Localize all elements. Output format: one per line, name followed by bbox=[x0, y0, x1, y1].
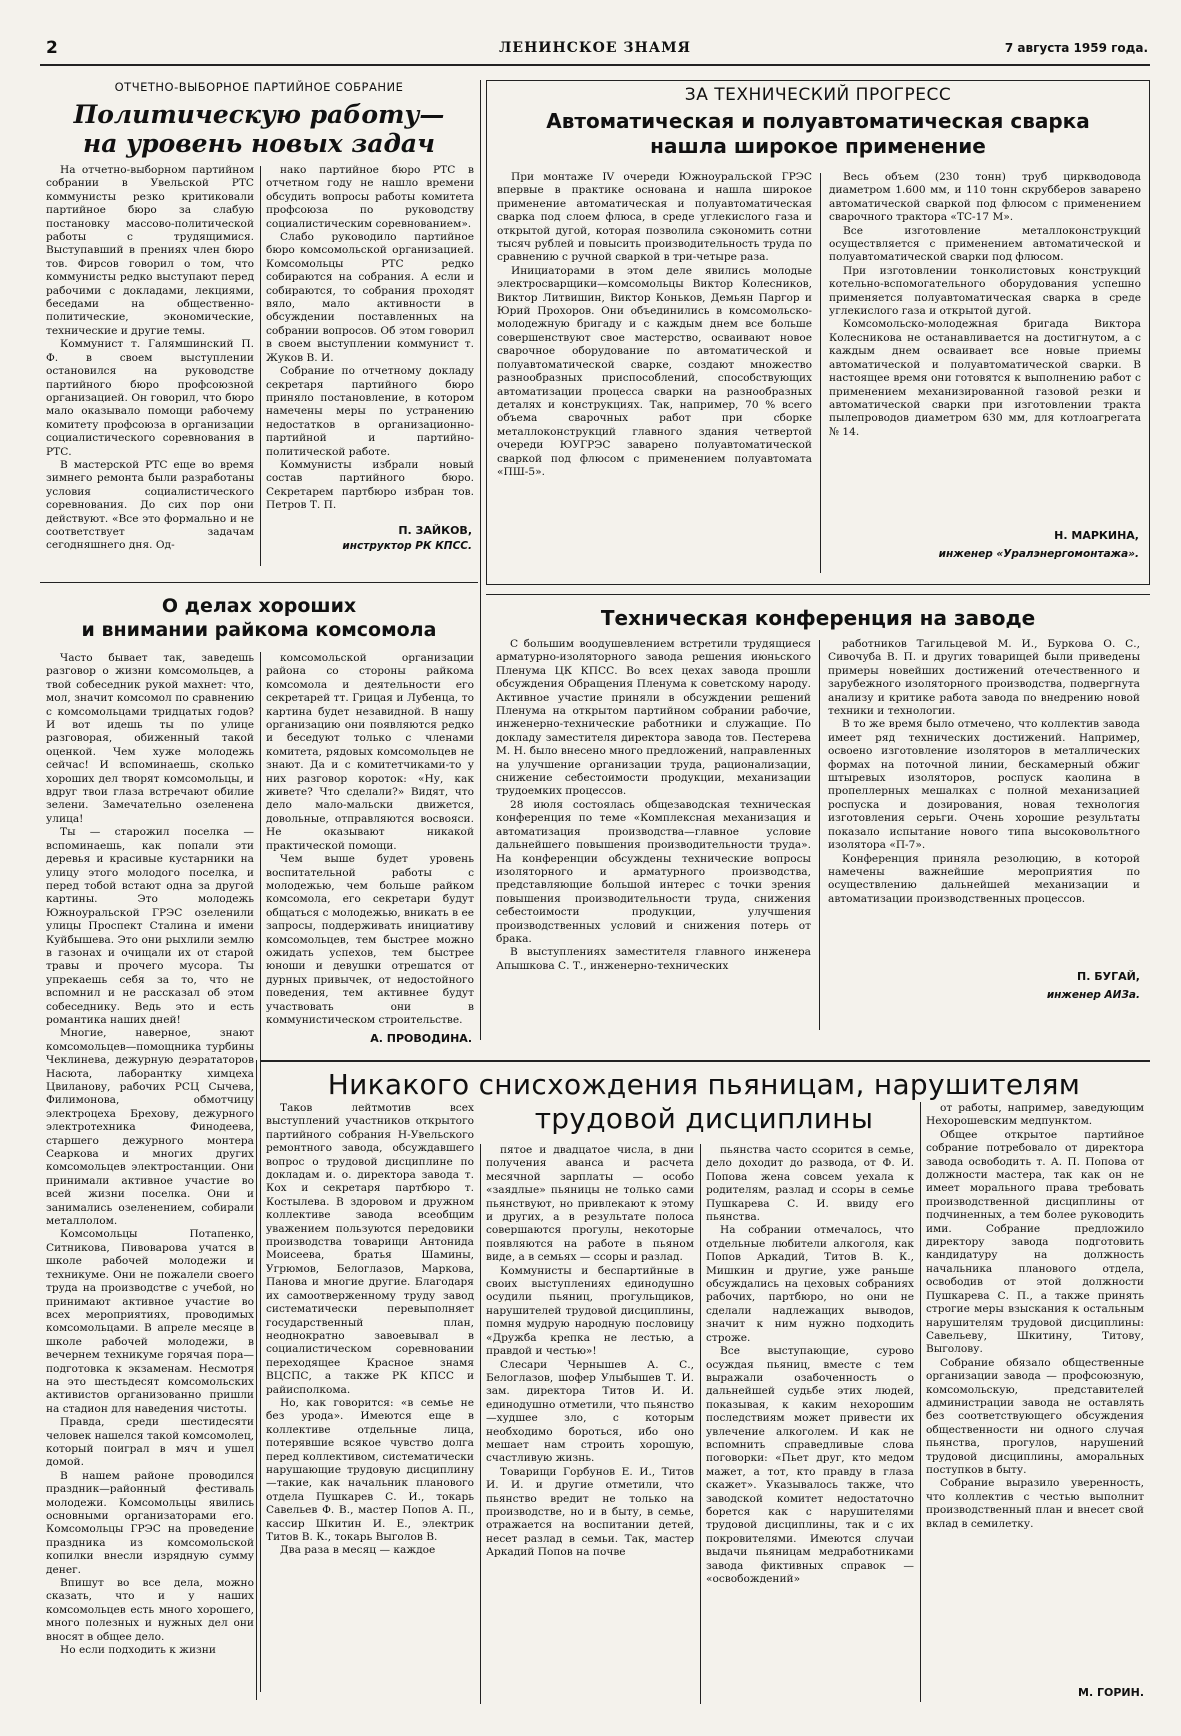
column-rule bbox=[820, 173, 821, 573]
author-role: инженер «Уралэнергомонтажа». bbox=[938, 548, 1139, 560]
paragraph: Инициаторами в этом деле явились молодые электросварщики—комсомольцы Виктор Колесников, Виктор Литвишин, Виктор Коньков, Демьян Паргор и Юрий Прохоров. Они объединились в комсомольско-молодежную бригаду и с каждым днем все больше совершенствуют свое мастерство, осваивают новое сварочное оборудование по автоматической и полуавтоматической сварке, создают множество разнообразных приспособлений, способствующих автоматизации процесса сварки на разнообразных деталях и конструкциях. Так, например, 70 % всего объема сварочных работ при сборке металлоконструкций главного здания четвертой очереди ЮУГРЭС заварено полуавтоматической сваркой под флюсом с применением полуавтомата «ПШ-5». bbox=[497, 264, 812, 478]
article-headline bbox=[40, 594, 478, 642]
column-rule bbox=[260, 166, 261, 566]
paragraph: Ты — старожил поселка — вспоминаешь, как попали эти деревья и красивые кустарники на улицу этого молодого поселка, и перед тобой встают одна за другой картины. Это молодежь Южноуральской ГРЭС озеленили улицы Проспект Сталина и имени Куйбышева. Это они рыхлили землю в газонах и очищали их от старой травы и прочего мусора. Ты упрекаешь себя за то, что не вспомнил и не рассказал об этом собеседнику. Ведь это и есть романтика наших дней! bbox=[46, 826, 254, 1026]
author-role: инженер АИЗа. bbox=[1046, 989, 1140, 1001]
article-column bbox=[266, 1102, 474, 1707]
paragraph: Но, как говорится: «в семье не без урода». Имеются еще в коллективе отдельные лица, потерявшие всякое чувство долга перед коллективом, систематически нарушающие трудовую дисциплину —такие, как начальник планового отдела Пушкарев С. И., токарь Савельев Ф. В., мастер Попов А. П., кассир Шкитин И. Е., электрик Титов В. К., токарь Выголов В. bbox=[266, 1396, 474, 1543]
author-signature bbox=[252, 1032, 472, 1045]
masthead-rule bbox=[40, 64, 1150, 66]
article-column bbox=[829, 171, 1141, 521]
column-rule bbox=[819, 640, 820, 1030]
paragraph: Собрание по отчетному докладу секретаря партийного бюро приняло постановление, в котором намечены меры по устранению недостатков в организационно-партийной и партийно-политической работе. bbox=[266, 365, 474, 458]
paragraph: Коммунисты избрали новый состав партийного бюро. Секретарем партбюро избран тов. Петров Т. П. bbox=[266, 458, 474, 512]
author-name: А. ПРОВОДИНА. bbox=[370, 1032, 472, 1045]
paragraph: При монтаже IV очереди Южноуральской ГРЭС впервые в практике основана и нашла широкое применение автоматическая и полуавтоматическая сварка под слоем флюса, в среде углекислого газа и открытой дугой, которая позволила сэкономить сотни тысяч рублей и повысить производительность труда по сравнению с ручной сваркой в три-четыре раза. bbox=[497, 171, 812, 264]
paragraph: 28 июля состоялась общезаводская техническая конференция по теме «Комплексная механизация и автоматизация производства—главное условие дальнейшего повышения производительности труда». На конференции обсуждены технические вопросы изоляторного и арматурного производства, представляющие большой интерес с точки зрения повышения производительности труда, снижения себестоимости продукции, улучшения производственных условий и снижения потерь от брака. bbox=[496, 798, 811, 945]
article-headline bbox=[487, 109, 1149, 159]
article-welding bbox=[486, 80, 1150, 585]
paragraph: Часто бывает так, заведешь разговор о жизни комсомольцев, а твой собеседник рукой махнет: что, мол, значит комсомол по сравнению с комсомольцами тридцатых годов? И вот идешь ты по улице разговорая, обиженный такой оценкой. Чем хуже молодежь сейчас! И вспоминаешь, сколько хороших дел творят комсомольцы, и вдруг твои глаза встречают обилие зелени. Замечательно озеленена улица! bbox=[46, 652, 254, 825]
section-rule bbox=[486, 594, 1150, 595]
paragraph: Собрание выразило уверенность, что коллектив с честью выполнит производственный план и внесет свой вклад в семилетку. bbox=[926, 1477, 1144, 1530]
article-column bbox=[706, 1144, 914, 1709]
masthead bbox=[40, 36, 1150, 62]
article-column bbox=[486, 1144, 694, 1709]
paragraph: Все изготовление металлоконструкций осуществляется с применением автоматической и полуавтоматической сварки под флюсом. bbox=[829, 224, 1141, 264]
headline-line: Никакого снисхождения пьяницам, нарушителям bbox=[327, 1068, 1081, 1101]
paragraph: С большим воодушевлением встретили трудящиеся арматурно-изоляторного завода решения июньского Пленума ЦК КПСС. Во всех цехах завода прошли обсуждения Обращения Пленума к советскому народу. Активное участие приняли в обсуждении решений Пленума на открытом партийном собрании рабочие, инженерно-технические работники и служащие. По докладу заместителя директора завода тов. Пестерева М. Н. было внесено много предложений, направленных на улучшение организации труда, рационализации, снижение себестоимости продукции, механизации трудоемких процессов. bbox=[496, 638, 811, 798]
paragraph: Комсомольцы Потапенко, Ситникова, Пивоварова учатся в школе рабочей молодежи и техникуме. Они не пожалели своего труда на производстве с учебой, но принимают активное участие во всех мероприятиях, проводимых комсомольцами. В апреле месяце в школе рабочей молодежи, в вечернем техникуме горячая пора—подготовка к экзаменам. Несмотря на это шестьдесят комсомольских активистов организованно пришли на стадион для наведения чистоты. bbox=[46, 1228, 254, 1415]
article-column bbox=[497, 171, 812, 576]
paragraph: Два раза в месяц — каждое bbox=[280, 1544, 436, 1557]
paragraph: Чем выше будет уровень воспитательной работы с молодежью, чем больше райком комсомола, его секретари будут общаться с молодежью, вникать в ее запросы, поддерживать инициативу комсомольцев, тем быстрее можно ожидать успехов, тем быстрее юноши и девушки отрешатся от дурных привычек, от недостойного поведения, тем активнее будут участвовать они в коммунистическом строительстве. bbox=[266, 853, 474, 1026]
article-column bbox=[496, 638, 811, 1032]
paragraph: Правда, среди шестидесяти человек нашелся такой комсомолец, который поиграл в мяч и ушел домой. bbox=[46, 1416, 254, 1469]
paragraph: В выступлениях заместителя главного инженера Апышкова С. Т., инженерно-технических bbox=[496, 946, 811, 972]
article-rubric: ОТЧЕТНО-ВЫБОРНОЕ ПАРТИЙНОЕ СОБРАНИЕ bbox=[114, 80, 404, 94]
page-column-rule bbox=[256, 1060, 257, 1700]
paragraph: работников Тагильцевой М. И., Буркова О. С., Сивочуба В. П. и других товарищей были приведены примеры новейших достижений отечественного и зарубежного изоляторного производства, подвергнута анализу и критике работа завода по внедрению новой техники и технологии. bbox=[828, 638, 1140, 718]
paragraph: Коммунисты и беспартийные в своих выступлениях единодушно осудили пьяниц, прогульщиков, нарушителей трудовой дисциплины, помня мудрую народную пословицу «Дружба крепка не лестью, а правдой и честью»! bbox=[486, 1264, 694, 1358]
paragraph: Общее открытое партийное собрание потребовало от директора завода освободить т. А. П. Попова от должности мастера, так как он не имеет морального права требовать производственной дисциплины от подчиненных, а тем более руководить ими. Собрание предложило директору завода подготовить кандидатуру на должность начальника планового отдела, освободив от этой должности Пушкарева С. П., а также принять строгие меры взыскания к остальным нарушителям трудовой дисциплины: Савельеву, Шкитину, Титову, Выголову. bbox=[926, 1128, 1144, 1356]
article-column bbox=[46, 652, 254, 1692]
article-political-work bbox=[40, 76, 478, 576]
paragraph: Таков лейтмотив всех выступлений участников открытого партийного собрания Н-Увельского ремонтного завода, обсуждавшего вопрос о трудовой дисциплине по докладам и. о. директора завода т. Кох и секретаря партбюро т. Костылева. В здоровом и дружном коллективе завода всеобщим уважением пользуются передовики производства товарищи Антонида Моисеева, братья Шамины, Угрюмов, Белоглазов, Маркова, Панова и многие другие. Благодаря их самоотверженному труду завод систематически перевыполняет государственный план, неоднократно завоевывал в социалистическом соревновании переходящее Красное знамя ВЦСПС, а также РК КПСС и райисполкома. bbox=[266, 1102, 474, 1396]
issue-date: 7 августа 1959 года. bbox=[1004, 41, 1148, 55]
paragraph: Многие, наверное, знают комсомольцев—помощника турбины Чеклинева, дежурную деэрататоров Насюта, лаборантку химцеха Цвиланову, рабочих РСЦ Сычева, Филимонова, обмотчицу электроцеха Брехову, дежурного электротехника Финодеева, старшего дежурного монтера Сеаркова и многих других комсомольцев электростанции. Они принимали активное участие во всей жизни поселка. Они и занимались озеленением, собирали металлолом. bbox=[46, 1027, 254, 1228]
paragraph: Слабо руководило партийное бюро комсомольской организацией. Комсомольцы РТС редко собираются на собрания. А если и собираются, то собрания проходят вяло, мало активности в обсуждении поставленных на собрании вопросов. Об этом говорил в своем выступлении коммунист т. Жуков В. И. bbox=[266, 231, 474, 364]
author-name: П. БУГАЙ, bbox=[1077, 970, 1140, 983]
author-name: Н. МАРКИНА, bbox=[1054, 529, 1139, 542]
paragraph: В мастерской РТС еще во время зимнего ремонта были разработаны условия социалистического соревнования. До сих пор они действуют. «Все это формально и не соответствует задачам сегодняшнего дня. Од- bbox=[46, 458, 254, 552]
headline-line: нашла широкое применение bbox=[650, 134, 986, 158]
headline-line: и внимании райкома комсомола bbox=[81, 619, 437, 641]
article-tech-conference bbox=[486, 598, 1150, 1034]
paragraph: Товарищи Горбунов Е. И., Титов И. И. и другие отметили, что пьянство вредит не только на производстве, но и в быту, в семье, отражается на воспитании детей, несет разлад в семьи. Так, мастер Аркадий Попов на почве bbox=[486, 1465, 694, 1559]
article-column bbox=[828, 638, 1140, 963]
paragraph: нако партийное бюро РТС в отчетном году не нашло времени обсудить вопросы работы комитета профсоюза по руководству социалистическим соревнованием». bbox=[266, 164, 474, 230]
paragraph: пьянства часто ссорится в семье, дело доходит до развода, от Ф. И. Попова жена совсем уехала к родителям, разлад и ссоры в семье Пушкарева С. И. ввиду его пьянства. bbox=[706, 1144, 914, 1224]
article-column bbox=[266, 652, 474, 1032]
article-column bbox=[926, 1102, 1144, 1682]
page-column-rule bbox=[480, 80, 481, 1040]
paragraph: от работы, например, заведующим Нехорошевским медпунктом. bbox=[926, 1102, 1144, 1128]
column-rule bbox=[480, 1144, 481, 1704]
article-column bbox=[46, 164, 254, 564]
headline-line: Политическую работу— bbox=[73, 100, 445, 129]
paragraph: Слесари Чернышев А. С., Белоглазов, шофер Улыбышев Т. И. зам. директора Титов И. И. единодушно отметили, что пьянство—худшее зло, с которым необходимо бороться, ибо оно мешает нам строить хорошую, счастливую жизнь. bbox=[486, 1358, 694, 1465]
paragraph: В нашем районе проводился праздник—районный фестиваль молодежи. Комсомольцы явились основными организаторами его. Комсомольцы ГРЭС на проведение праздника из комсомольской копилки внесли изрядную сумму денег. bbox=[46, 1469, 254, 1576]
page-number: 2 bbox=[46, 38, 58, 58]
article-rubric: ЗА ТЕХНИЧЕСКИЙ ПРОГРЕСС bbox=[684, 85, 952, 105]
author-name: М. ГОРИН. bbox=[1078, 1686, 1144, 1699]
section-rule bbox=[40, 582, 478, 583]
author-name: П. ЗАЙКОВ, bbox=[398, 524, 472, 537]
paragraph: При изготовлении тонколистовых конструкций котельно-вспомогательного оборудования успешно применяется полуавтоматическая сварка в среде углекислого газа и открытой дугой. bbox=[829, 264, 1141, 318]
paragraph: Коммунист т. Галямшинский П. Ф. в своем выступлении остановился на руководстве партийного бюро профсоюзной организацией. Он говорил, что бюро мало оказывало помощи рабочему комитету профсоюза в организации социалистического соревнования в РТС. bbox=[46, 338, 254, 458]
paragraph: В то же время было отмечено, что коллектив завода имеет ряд технических достижений. Например, освоено изготовление изоляторов в металлических формах на поточной линии, бескамерный обжиг штыревых изоляторов, роспуск каолина в пропеллерных мешалках с полной механизацией роспуска и дозирования, новая технология изготовления серьги. Очень хорошие результаты показало испытание нового типа высоковольтного изолятора «П-7». bbox=[828, 718, 1140, 852]
author-signature bbox=[840, 970, 1140, 1001]
article-headline: Техническая конференция на заводе bbox=[600, 606, 1036, 630]
headline-line: Автоматическая и полуавтоматическая сварка bbox=[546, 109, 1090, 133]
paragraph: комсомольской организации района со стороны райкома комсомола и деятельности его секретарей тт. Грицая и Лубенца, то картина будет незавидной. В нашу организацию они появляются редко и беседуют только с членами комитета, рядовых комсомольцев не знают. Да и с комитетчиками-то у них разговор короток: «Ну, как живете? Что сделали?» Видят, что дело мало-мальски движется, довольные, отправляются восвояси. Не оказывают никакой практической помощи. bbox=[266, 652, 474, 852]
paragraph: пятое и двадцатое числа, в дни получения аванса и расчета месячной зарплаты — особо «заядлые» пьяницы не только сами пьянствуют, но привлекают к этому и других, а в результате полоса совершаются прогулы, некоторые появляются на работе в пьяном виде, а в семьях — ссоры и разлад. bbox=[486, 1144, 694, 1264]
headline-line: на уровень новых задач bbox=[83, 129, 435, 158]
paragraph: Но если подходить к жизни bbox=[60, 1644, 216, 1657]
author-role: инструктор РК КПСС. bbox=[342, 540, 472, 552]
column-rule bbox=[920, 1102, 921, 1702]
paragraph: На собрании отмечалось, что отдельные любители алкоголя, как Попов Аркадий, Титов В. К., Мишкин и другие, уже раньше обсуждались на цеховых собраниях рабочих, партбюро, но они не сделали надлежащих выводов, значит к ним нужно подходить строже. bbox=[706, 1224, 914, 1344]
author-signature bbox=[839, 529, 1139, 560]
headline-line: О делах хороших bbox=[161, 595, 357, 617]
article-column bbox=[266, 164, 474, 524]
paragraph: Впишут во все дела, можно сказать, что и у наших комсомольцев есть много хорошего, много полезных и нужных дел они вносят в общее дело. bbox=[46, 1577, 254, 1643]
paragraph: На отчетно-выборном партийном собрании в Увельской РТС коммунисты резко критиковали партийное бюро за слабую постановку массово-политической работы с трудящимися. Выступавший в прениях член бюро тов. Фирсов говорил о том, что коммунисты редко выступают перед рабочими с докладами, лекциями, беседами на общественно-политические, экономические, технические и другие темы. bbox=[46, 164, 254, 337]
paragraph: Конференция приняла резолюцию, в которой намечены важнейшие мероприятия по осуществлению дальнейшей механизации и автоматизации производственных процессов. bbox=[828, 852, 1140, 905]
author-signature bbox=[944, 1686, 1144, 1699]
paragraph: Собрание обязало общественные организации завода — профсоюзную, комсомольскую, представителей администрации завода не оставлять без соответствующего обсуждения общественности ни одного случая пьянства, прогулов, нарушений трудовой дисциплины, аморальных поступков в быту. bbox=[926, 1356, 1144, 1476]
article-discipline bbox=[258, 1062, 1150, 1714]
author-signature bbox=[252, 524, 472, 552]
paragraph: Все выступающие, сурово осуждая пьяниц, вместе с тем выражали озабоченность о дальнейшей судьбе этих людей, показывая, к каким нехорошим последствиям может привести их увлечение алкоголем. И как не вспомнить справедливые слова поговорки: «Пьет друг, кто медом мажет, а тот, кто правду в глаза скажет». Указывалось также, что заводской комитет недостаточно борется как с нарушителями трудовой дисциплины, так и с их покровителями. Имеются случаи выдачи пьяницам медработниками завода фиктивных справок — «освобождений» bbox=[706, 1345, 914, 1585]
newspaper-title: ЛЕНИНСКОЕ ЗНАМЯ bbox=[499, 40, 691, 56]
paragraph: Комсомольско-молодежная бригада Виктора Колесникова не останавливается на достигнутом, а с каждым днем осваивает все новые приемы автоматической и полуавтоматической сварки. В настоящее время они готовятся к выполнению работ с применением механизированной газовой резки и автоматической сварки при изготовлении тракта пылепроводов диаметром 630 мм, для котлоагрегата № 14. bbox=[829, 318, 1141, 438]
paragraph: Весь объем (230 тонн) труб циркводовода диаметром 1.600 мм, и 110 тонн скрубберов заварено автоматической сваркой под флюсом с применением сварочного трактора «ТС-17 М». bbox=[829, 171, 1141, 224]
article-headline bbox=[40, 100, 478, 158]
headline-line: трудовой дисциплины bbox=[534, 1102, 874, 1135]
column-rule bbox=[700, 1144, 701, 1704]
